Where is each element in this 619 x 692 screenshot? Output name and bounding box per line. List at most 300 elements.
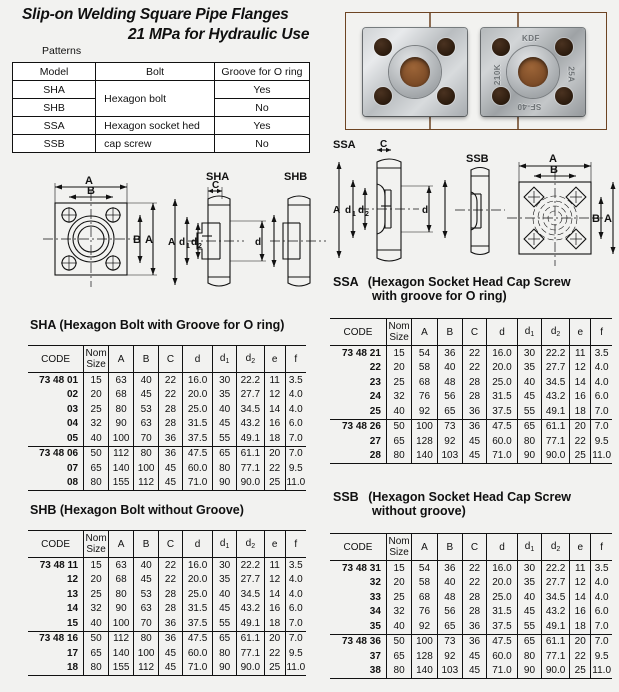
col-header-c: C: [463, 319, 487, 346]
drawing-title-shb: SHB: [284, 171, 308, 183]
cell-d: 60.0: [486, 434, 517, 449]
cell-e: 12: [570, 361, 591, 376]
table-row: [330, 390, 612, 405]
cell-f: 9.5: [285, 461, 306, 476]
patterns-model-ssa: SSA: [13, 117, 96, 135]
flange-photograph: [345, 12, 607, 130]
cell-a: 80: [109, 587, 134, 602]
col-header-a: A: [109, 531, 134, 558]
cell-f: 11.0: [285, 476, 306, 491]
cell-d1: 80: [213, 461, 237, 476]
cell-nom-size: 15: [84, 373, 109, 388]
cell-nom-size: 25: [386, 590, 411, 605]
cell-d1: 90: [213, 661, 237, 676]
col-header-e: e: [570, 534, 591, 561]
cell-d2: 22.2: [236, 558, 264, 573]
col-header-f: f: [285, 531, 306, 558]
cell-d1: 35: [518, 361, 542, 376]
table-row: [28, 558, 306, 573]
cell-d2: 61.1: [541, 419, 569, 434]
dim-label-a-right: A: [145, 234, 153, 246]
cell-d2: 34.5: [236, 587, 264, 602]
section-desc-ssb-line2-wrap: [372, 504, 466, 518]
cell-e: 18: [264, 431, 285, 446]
cell-a: 112: [109, 631, 134, 646]
cell-nom-size: 50: [84, 631, 109, 646]
cell-f: 4.0: [285, 402, 306, 417]
cell-nom-size: 20: [386, 361, 411, 376]
cell-d1: 40: [518, 590, 542, 605]
col-header-d: d: [486, 319, 517, 346]
cell-e: 20: [264, 446, 285, 461]
dim-label-d1: d: [179, 237, 186, 248]
cell-nom-size: 20: [386, 576, 411, 591]
section-desc-sha: (Hexagon Bolt with Groove for O ring): [59, 318, 285, 332]
cell-e: 22: [570, 649, 591, 664]
cell-code: 73 48 26: [330, 419, 386, 434]
cell-c: 36: [463, 634, 487, 649]
cell-code: 38: [330, 664, 386, 679]
cell-b: 112: [134, 661, 159, 676]
cell-e: 14: [264, 402, 285, 417]
table-row: [28, 402, 306, 417]
patterns-groove-ssa: Yes: [214, 117, 309, 135]
cell-e: 16: [570, 605, 591, 620]
cell-d: 16.0: [486, 561, 517, 576]
table-row: [13, 63, 310, 81]
cell-e: 20: [570, 419, 591, 434]
col-header-d2: $d_2$: [541, 534, 569, 561]
cell-a: 76: [412, 605, 437, 620]
cell-nom-size: 80: [84, 661, 109, 676]
cell-d: 71.0: [182, 476, 213, 491]
cell-c: 28: [463, 390, 487, 405]
dim-label-a-top: A: [85, 175, 93, 187]
drawing-title-ssa: SSA: [333, 140, 356, 151]
dim-label-d2-sub: 2: [198, 243, 202, 250]
cell-b: 56: [437, 390, 462, 405]
cell-f: 7.0: [285, 631, 306, 646]
dim-label-a-sect: A: [168, 237, 176, 248]
cell-e: 20: [570, 634, 591, 649]
col-header-nom-size: Nom Size: [386, 534, 411, 561]
cell-d2: 49.1: [236, 616, 264, 631]
cell-b: 100: [134, 461, 159, 476]
cell-a: 68: [109, 573, 134, 588]
dim-label-a-ssa: A: [333, 205, 341, 216]
cell-d1: 40: [213, 587, 237, 602]
cell-f: 7.0: [591, 404, 612, 419]
cell-nom-size: 50: [84, 446, 109, 461]
cell-f: 11.0: [285, 661, 306, 676]
col-header-b: B: [134, 346, 159, 373]
table-row: [28, 446, 306, 461]
cell-a: 68: [412, 590, 437, 605]
cell-d: 25.0: [486, 375, 517, 390]
cell-d1: 30: [518, 561, 542, 576]
cell-b: 36: [437, 346, 462, 361]
cell-e: 14: [570, 590, 591, 605]
col-header-nom-size: Nom Size: [84, 346, 109, 373]
cell-b: 80: [134, 446, 159, 461]
cell-d2: 22.2: [236, 373, 264, 388]
table-row: [28, 602, 306, 617]
patterns-header-groove: Groove for O ring: [214, 63, 309, 81]
cell-d1: 30: [213, 373, 237, 388]
dim-label-c-ssa: C: [380, 140, 388, 150]
table-row: [13, 135, 310, 153]
cell-c: 36: [159, 446, 183, 461]
flange-machined-face: [363, 28, 467, 116]
section-code-sha: SHA: [30, 318, 56, 332]
cell-d: 20.0: [486, 576, 517, 591]
cell-code: 17: [66, 647, 79, 659]
cell-e: 22: [264, 461, 285, 476]
col-header-e: e: [264, 346, 285, 373]
cell-e: 16: [264, 602, 285, 617]
cell-d: 47.5: [486, 634, 517, 649]
cell-d: 16.0: [182, 558, 213, 573]
table-row: [28, 616, 306, 631]
col-header-a: A: [412, 319, 437, 346]
cell-c: 45: [463, 649, 487, 664]
flange-stamped-face: [481, 28, 585, 116]
cell-e: 12: [570, 576, 591, 591]
dim-label-a-ssb: A: [549, 153, 557, 165]
cell-nom-size: 65: [386, 434, 411, 449]
cell-f: 11.0: [591, 664, 612, 679]
cell-a: 90: [109, 602, 134, 617]
cell-d: 25.0: [182, 587, 213, 602]
col-header-code: CODE: [28, 531, 84, 558]
cell-nom-size: 40: [386, 404, 411, 419]
table-row: [28, 573, 306, 588]
section-heading-ssb: [333, 490, 571, 504]
cell-code: 22: [369, 362, 381, 374]
dim-label-d1-ssa: d: [345, 205, 352, 216]
cell-nom-size: 15: [386, 561, 411, 576]
cell-d2: 43.2: [236, 602, 264, 617]
table-row: [330, 346, 612, 361]
section-desc-shb: (Hexagon Bolt without Groove): [59, 503, 244, 517]
dim-label-a-right-ssb: A: [604, 213, 612, 225]
cell-f: 4.0: [591, 375, 612, 390]
cell-c: 36: [159, 631, 183, 646]
cell-c: 28: [463, 605, 487, 620]
table-row: [330, 561, 612, 576]
cell-b: 73: [437, 419, 462, 434]
table-row: [28, 587, 306, 602]
cell-c: 45: [159, 661, 183, 676]
page-title-line1: Slip-on Welding Square Pipe Flanges: [22, 6, 289, 23]
cell-d2: 90.0: [236, 476, 264, 491]
cell-b: 92: [437, 649, 462, 664]
cell-e: 11: [264, 373, 285, 388]
cell-d2: 90.0: [236, 661, 264, 676]
cell-a: 92: [412, 404, 437, 419]
cell-nom-size: 25: [84, 402, 109, 417]
cell-a: 90: [109, 417, 134, 432]
patterns-header-bolt: Bolt: [96, 63, 215, 81]
cell-code: 32: [369, 577, 381, 589]
table-row: [28, 431, 306, 446]
cell-e: 25: [570, 449, 591, 464]
cell-code: 37: [369, 650, 381, 662]
cell-d: 71.0: [182, 661, 213, 676]
table-row: [28, 646, 306, 661]
cell-nom-size: 32: [84, 602, 109, 617]
table-row: [28, 388, 306, 403]
cell-f: 4.0: [591, 361, 612, 376]
section-desc-ssa-line1: (Hexagon Socket Head Cap Screw: [367, 275, 571, 289]
cell-a: 58: [412, 576, 437, 591]
cell-c: 45: [159, 461, 183, 476]
cell-code: 14: [66, 603, 79, 615]
patterns-groove-sha: Yes: [214, 81, 309, 99]
table-header-row: [330, 319, 612, 346]
cell-e: 22: [570, 434, 591, 449]
cell-c: 28: [159, 402, 183, 417]
cell-code: 13: [66, 588, 79, 600]
cell-b: 63: [134, 602, 159, 617]
col-header-d2: $d_2$: [236, 531, 264, 558]
cell-e: 20: [264, 631, 285, 646]
cell-d2: 34.5: [541, 590, 569, 605]
cell-d2: 27.7: [541, 576, 569, 591]
table-row: [330, 375, 612, 390]
cell-d: 31.5: [182, 602, 213, 617]
cell-d2: 27.7: [236, 573, 264, 588]
cell-f: 6.0: [591, 605, 612, 620]
cell-e: 12: [264, 573, 285, 588]
cell-c: 36: [463, 419, 487, 434]
cell-b: 100: [134, 646, 159, 661]
cell-nom-size: 32: [386, 605, 411, 620]
cell-d1: 30: [518, 346, 542, 361]
cell-b: 40: [437, 576, 462, 591]
cell-code: 25: [369, 405, 381, 417]
cell-nom-size: 80: [84, 476, 109, 491]
cell-a: 76: [412, 390, 437, 405]
cell-f: 3.5: [285, 373, 306, 388]
cell-d1: 65: [213, 446, 237, 461]
dim-label-b-top: B: [87, 185, 95, 197]
cell-nom-size: 40: [386, 619, 411, 634]
cell-b: 70: [134, 616, 159, 631]
cell-a: 92: [412, 619, 437, 634]
cell-d1: 45: [213, 417, 237, 432]
cell-e: 16: [570, 390, 591, 405]
cell-d2: 49.1: [541, 619, 569, 634]
cell-d1: 90: [518, 664, 542, 679]
cell-d2: 34.5: [541, 375, 569, 390]
section-code-shb: SHB: [30, 503, 57, 517]
cell-d1: 55: [213, 616, 237, 631]
photo-stamp-brand: KDF: [522, 34, 540, 43]
cell-nom-size: 80: [386, 449, 411, 464]
cell-f: 7.0: [285, 616, 306, 631]
cell-b: 103: [437, 449, 462, 464]
cell-d2: 22.2: [541, 346, 569, 361]
col-header-c: C: [159, 531, 183, 558]
cell-code: 73 48 11: [39, 559, 79, 571]
cell-f: 7.0: [591, 634, 612, 649]
cell-d: 71.0: [486, 664, 517, 679]
cell-nom-size: 65: [84, 461, 109, 476]
table-row: [28, 476, 306, 491]
cell-a: 63: [109, 373, 134, 388]
cell-code: 28: [330, 449, 386, 464]
cell-nom-size: 15: [386, 346, 411, 361]
cell-f: 6.0: [285, 417, 306, 432]
patterns-model-ssb: SSB: [13, 135, 96, 153]
table-row: [28, 461, 306, 476]
cell-nom-size: 32: [84, 417, 109, 432]
cell-d: 71.0: [486, 449, 517, 464]
cell-b: 53: [134, 402, 159, 417]
cell-d: 25.0: [182, 402, 213, 417]
drawing-title-ssb: SSB: [466, 153, 489, 165]
cell-d2: 77.1: [541, 649, 569, 664]
cell-a: 128: [412, 434, 437, 449]
cell-d: 60.0: [486, 649, 517, 664]
table-row: [330, 404, 612, 419]
table-row: [28, 631, 306, 646]
cell-code: 05: [66, 432, 79, 444]
patterns-model-sha: SHA: [13, 81, 96, 99]
patterns-groove-ssb: No: [214, 135, 309, 153]
cell-c: 22: [463, 346, 487, 361]
cell-d2: 49.1: [541, 404, 569, 419]
cell-nom-size: 50: [386, 419, 411, 434]
cell-d2: 77.1: [236, 646, 264, 661]
cell-e: 11: [264, 558, 285, 573]
cell-c: 45: [463, 449, 487, 464]
cell-d1: 40: [213, 402, 237, 417]
col-header-b: B: [437, 534, 462, 561]
patterns-table: [12, 62, 310, 153]
cell-d2: 27.7: [541, 361, 569, 376]
cell-d: 37.5: [486, 404, 517, 419]
patterns-groove-shb: No: [214, 99, 309, 117]
cell-d2: 61.1: [541, 634, 569, 649]
cell-d2: 77.1: [541, 434, 569, 449]
cell-c: 45: [159, 646, 183, 661]
col-header-d2: $d_2$: [236, 346, 264, 373]
cell-d1: 90: [518, 449, 542, 464]
cell-e: 14: [264, 587, 285, 602]
dim-label-d2-sub-ssa: 2: [365, 211, 369, 218]
cell-d2: 90.0: [541, 664, 569, 679]
cell-a: 112: [109, 446, 134, 461]
cell-d: 60.0: [182, 646, 213, 661]
cell-f: 9.5: [591, 434, 612, 449]
table-row: [330, 590, 612, 605]
cell-b: 92: [437, 434, 462, 449]
cell-c: 22: [159, 373, 183, 388]
cell-f: 4.0: [591, 576, 612, 591]
cell-a: 100: [412, 634, 437, 649]
cell-nom-size: 20: [84, 388, 109, 403]
cell-c: 28: [463, 375, 487, 390]
cell-f: 7.0: [591, 419, 612, 434]
cell-code: 73 48 16: [28, 631, 84, 646]
cell-d1: 35: [518, 576, 542, 591]
cell-c: 22: [463, 561, 487, 576]
cell-c: 28: [159, 417, 183, 432]
cell-d1: 35: [213, 388, 237, 403]
table-row: [28, 373, 306, 388]
cell-f: 11.0: [591, 449, 612, 464]
cell-d: 25.0: [486, 590, 517, 605]
cell-d2: 34.5: [236, 402, 264, 417]
cell-d1: 65: [213, 631, 237, 646]
cell-b: 112: [134, 476, 159, 491]
cell-d2: 22.2: [541, 561, 569, 576]
cell-code: 34: [369, 606, 381, 618]
cell-d1: 45: [213, 602, 237, 617]
cell-code: 18: [28, 661, 84, 676]
cell-f: 4.0: [285, 388, 306, 403]
cell-nom-size: 32: [386, 390, 411, 405]
col-header-code: CODE: [330, 534, 386, 561]
cell-code: 03: [66, 403, 79, 415]
cell-code: 35: [369, 620, 381, 632]
cell-a: 140: [412, 664, 437, 679]
cell-code: 02: [66, 389, 79, 401]
cell-a: 63: [109, 558, 134, 573]
cell-a: 140: [109, 461, 134, 476]
cell-a: 100: [109, 431, 134, 446]
col-header-d1: $d_1$: [518, 319, 542, 346]
cell-nom-size: 25: [84, 587, 109, 602]
col-header-a: A: [109, 346, 134, 373]
cell-e: 11: [570, 346, 591, 361]
patterns-bolt-socket-line1: Hexagon socket hed: [96, 117, 215, 135]
cell-e: 25: [570, 664, 591, 679]
cell-b: 48: [437, 375, 462, 390]
col-header-a: A: [412, 534, 437, 561]
cell-d1: 80: [213, 646, 237, 661]
cell-d2: 77.1: [236, 461, 264, 476]
col-header-e: e: [264, 531, 285, 558]
cell-f: 3.5: [591, 561, 612, 576]
cell-nom-size: 15: [84, 558, 109, 573]
cell-nom-size: 40: [84, 616, 109, 631]
cell-a: 54: [412, 346, 437, 361]
cell-c: 36: [463, 619, 487, 634]
table-row: [330, 419, 612, 434]
cell-b: 48: [437, 590, 462, 605]
cell-c: 36: [159, 616, 183, 631]
col-header-code: CODE: [28, 346, 84, 373]
cell-code: 73 48 06: [28, 446, 84, 461]
table-ssb: [330, 533, 612, 679]
table-header-row: [28, 531, 306, 558]
patterns-bolt-socket-line2: cap screw: [96, 135, 215, 153]
table-sha: [28, 345, 306, 491]
cell-d1: 55: [213, 431, 237, 446]
table-header-row: [330, 534, 612, 561]
cell-code: 15: [66, 617, 79, 629]
cell-c: 45: [463, 434, 487, 449]
cell-a: 54: [412, 561, 437, 576]
cell-d2: 49.1: [236, 431, 264, 446]
cell-d: 47.5: [182, 446, 213, 461]
table-row: [330, 649, 612, 664]
col-header-f: f: [285, 346, 306, 373]
cell-code: 73 48 36: [330, 634, 386, 649]
